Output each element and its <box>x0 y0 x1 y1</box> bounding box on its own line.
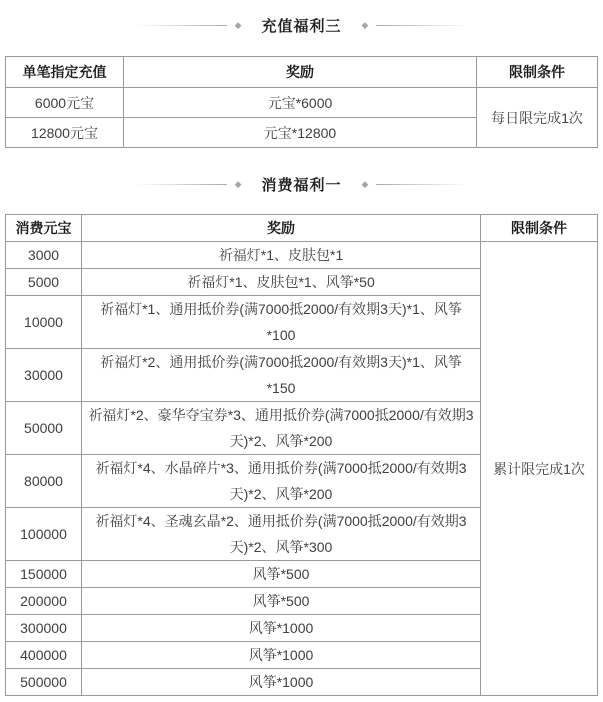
title-decor-line-right <box>376 25 468 26</box>
amount-cell: 400000 <box>6 642 82 669</box>
section-title-recharge <box>5 15 598 36</box>
amount-cell: 5000 <box>6 269 82 296</box>
amount-cell: 3000 <box>6 242 82 269</box>
header-cell-restriction: 限制条件 <box>477 57 598 88</box>
amount-cell: 6000元宝 <box>6 88 124 118</box>
title-decor-line-right <box>376 184 468 185</box>
reward-cell: 风筝*1000 <box>82 642 481 669</box>
title-decor-line-left <box>135 184 227 185</box>
header-cell-reward: 奖励 <box>124 57 477 88</box>
reward-cell: 祈福灯*1、通用抵价券(满7000抵2000/有效期3天)*1、风筝*100 <box>82 296 481 349</box>
reward-cell: 祈福灯*2、豪华夺宝券*3、通用抵价券(满7000抵2000/有效期3天)*2、风筝*200 <box>82 402 481 455</box>
amount-cell: 80000 <box>6 455 82 508</box>
table-row <box>6 88 598 118</box>
reward-cell: 风筝*1000 <box>82 615 481 642</box>
section-title-consume <box>5 174 598 195</box>
header-cell-restriction: 限制条件 <box>481 215 598 242</box>
section-title-text: 消费福利一 <box>261 177 342 194</box>
recharge-benefit-section <box>5 15 598 148</box>
reward-cell: 祈福灯*4、水晶碎片*3、通用抵价券(满7000抵2000/有效期3天)*2、风筝*200 <box>82 455 481 508</box>
amount-cell: 100000 <box>6 508 82 561</box>
reward-cell: 祈福灯*1、皮肤包*1、风筝*50 <box>82 269 481 296</box>
amount-cell: 30000 <box>6 349 82 402</box>
amount-cell: 10000 <box>6 296 82 349</box>
header-cell-reward: 奖励 <box>82 215 481 242</box>
amount-cell: 12800元宝 <box>6 118 124 148</box>
diamond-icon: ◆ <box>234 179 242 189</box>
section-title-text: 充值福利三 <box>261 18 342 35</box>
header-cell-recharge-amount: 单笔指定充值 <box>6 57 124 88</box>
amount-cell: 200000 <box>6 588 82 615</box>
header-cell-consume-amount: 消费元宝 <box>6 215 82 242</box>
amount-cell: 500000 <box>6 669 82 696</box>
diamond-icon: ◆ <box>361 179 369 189</box>
title-decor-line-left <box>135 25 227 26</box>
diamond-icon: ◆ <box>234 20 242 30</box>
reward-cell: 元宝*12800 <box>124 118 477 148</box>
reward-cell: 风筝*500 <box>82 588 481 615</box>
reward-cell: 祈福灯*1、皮肤包*1 <box>82 242 481 269</box>
reward-cell: 元宝*6000 <box>124 88 477 118</box>
reward-cell: 风筝*500 <box>82 561 481 588</box>
amount-cell: 50000 <box>6 402 82 455</box>
amount-cell: 300000 <box>6 615 82 642</box>
table-header-row <box>6 215 598 242</box>
recharge-benefits-table <box>5 56 598 148</box>
table-row <box>6 242 598 269</box>
restriction-cell: 每日限完成1次 <box>477 88 598 148</box>
diamond-icon: ◆ <box>361 20 369 30</box>
consume-benefit-section <box>5 174 598 696</box>
amount-cell: 150000 <box>6 561 82 588</box>
consume-benefits-table <box>5 214 598 696</box>
reward-cell: 祈福灯*4、圣魂玄晶*2、通用抵价券(满7000抵2000/有效期3天)*2、风筝*300 <box>82 508 481 561</box>
restriction-cell: 累计限完成1次 <box>481 242 598 696</box>
reward-cell: 风筝*1000 <box>82 669 481 696</box>
table-header-row <box>6 57 598 88</box>
reward-cell: 祈福灯*2、通用抵价券(满7000抵2000/有效期3天)*1、风筝*150 <box>82 349 481 402</box>
